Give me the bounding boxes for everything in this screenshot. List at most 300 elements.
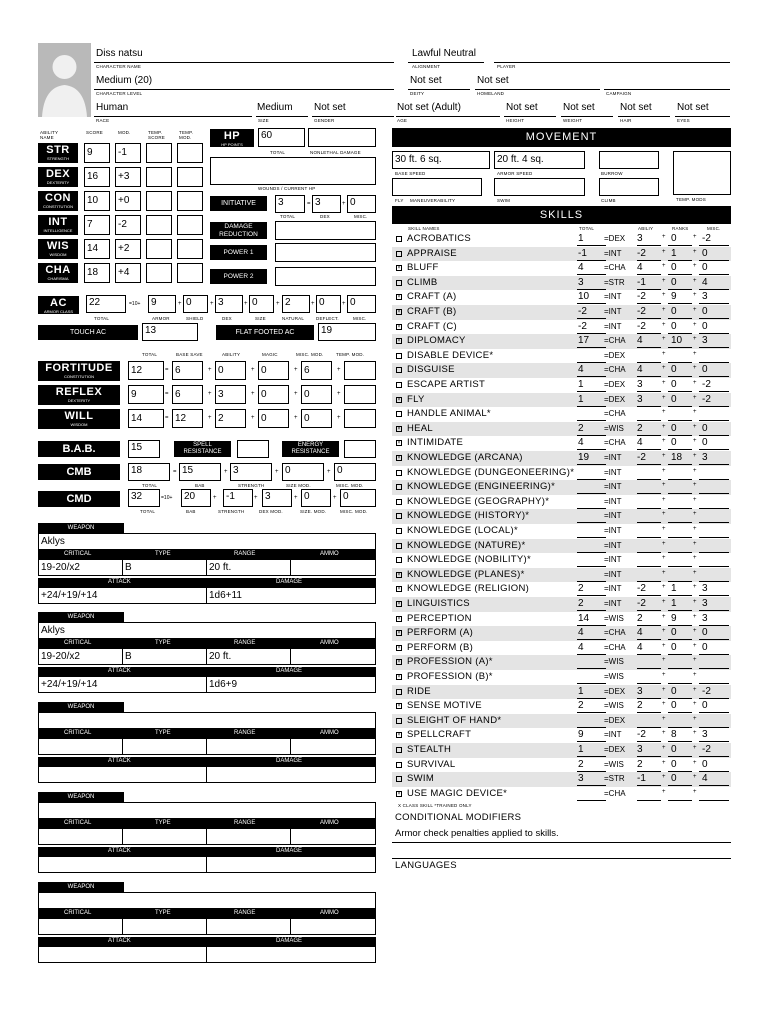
skill-ranks-field[interactable] <box>668 569 692 582</box>
save-ability-field[interactable]: 2 <box>215 409 246 428</box>
skill-ranks-field[interactable]: 0 <box>668 642 692 655</box>
save-total-field[interactable]: 9 <box>128 385 164 404</box>
ability-temp-score-field[interactable] <box>146 263 172 283</box>
skill-ranks-field[interactable] <box>668 467 692 480</box>
skill-total-field[interactable]: 19 <box>577 452 606 465</box>
class-skill-checkbox[interactable]: × <box>397 396 401 403</box>
skill-ranks-field[interactable] <box>668 671 692 684</box>
skill-misc-field[interactable]: 3 <box>699 613 729 626</box>
skill-misc-field[interactable]: -2 <box>699 744 729 757</box>
class-skill-checkbox[interactable]: × <box>397 732 401 739</box>
class-skill-checkbox[interactable] <box>396 762 402 768</box>
spell-resistance-field[interactable] <box>237 440 269 458</box>
power-2-field[interactable] <box>275 267 376 286</box>
skill-misc-field[interactable] <box>699 671 729 684</box>
skill-ability-mod-field[interactable]: 3 <box>637 394 661 407</box>
class-skill-checkbox[interactable] <box>396 718 402 724</box>
skill-total-field[interactable] <box>577 788 606 801</box>
skill-ranks-field[interactable]: 1 <box>668 583 692 596</box>
weapon-type-field[interactable] <box>122 918 207 935</box>
skill-ranks-field[interactable]: 8 <box>668 729 692 742</box>
class-skill-checkbox[interactable]: × <box>397 586 401 593</box>
save-misc-field[interactable]: 6 <box>301 361 332 380</box>
skill-ability-mod-field[interactable]: -2 <box>637 291 661 304</box>
skill-ranks-field[interactable]: 0 <box>668 759 692 772</box>
skill-ranks-field[interactable]: 0 <box>668 233 692 246</box>
class-skill-checkbox[interactable]: × <box>397 338 401 345</box>
skill-total-field[interactable]: 1 <box>577 744 606 757</box>
skill-total-field[interactable]: 4 <box>577 262 606 275</box>
skill-ability-mod-field[interactable]: 2 <box>637 700 661 713</box>
class-skill-checkbox[interactable]: × <box>397 425 401 432</box>
skill-total-field[interactable]: 4 <box>577 437 606 450</box>
ac-deflect-field[interactable]: 0 <box>316 295 341 313</box>
skill-ability-mod-field[interactable] <box>637 671 661 684</box>
skill-ranks-field[interactable]: 0 <box>668 262 692 275</box>
cmb-size-field[interactable]: 0 <box>282 463 324 481</box>
flat-footed-ac-field[interactable]: 19 <box>318 323 376 341</box>
skill-ranks-field[interactable]: 1 <box>668 248 692 261</box>
weapon-range-field[interactable] <box>206 738 291 755</box>
skill-total-field[interactable]: 1 <box>577 394 606 407</box>
save-misc-field[interactable]: 0 <box>301 409 332 428</box>
weapon-name-field[interactable]: Aklys <box>38 533 376 550</box>
ac-natural-field[interactable]: 2 <box>282 295 310 313</box>
skill-total-field[interactable]: 2 <box>577 598 606 611</box>
weapon-critical-field[interactable]: 19-20/x2 <box>38 559 123 576</box>
skill-ability-mod-field[interactable] <box>637 496 661 509</box>
skill-ranks-field[interactable]: 10 <box>668 335 692 348</box>
skill-ability-mod-field[interactable]: -2 <box>637 729 661 742</box>
skill-total-field[interactable]: -1 <box>577 248 606 261</box>
cmb-total-field[interactable]: 18 <box>128 463 170 481</box>
skill-total-field[interactable]: 1 <box>577 686 606 699</box>
cmb-bab-field[interactable]: 15 <box>179 463 221 481</box>
base-speed-field[interactable]: 30 ft. 6 sq. <box>392 151 490 169</box>
skill-misc-field[interactable]: 4 <box>699 277 729 290</box>
skill-total-field[interactable]: 1 <box>577 379 606 392</box>
class-skill-checkbox[interactable]: × <box>397 644 401 651</box>
skill-misc-field[interactable] <box>699 350 729 363</box>
skill-ranks-field[interactable]: 1 <box>668 598 692 611</box>
cmb-strength-field[interactable]: 3 <box>230 463 272 481</box>
skill-ability-mod-field[interactable]: -2 <box>637 306 661 319</box>
skill-total-field[interactable]: 4 <box>577 364 606 377</box>
initiative-dex-field[interactable]: 3 <box>312 195 341 213</box>
skill-ability-mod-field[interactable]: -2 <box>637 248 661 261</box>
weapon-range-field[interactable] <box>206 918 291 935</box>
skill-total-field[interactable]: 14 <box>577 613 606 626</box>
class-skill-checkbox[interactable] <box>396 528 402 534</box>
initiative-total-field[interactable]: 3 <box>275 195 305 213</box>
cmd-size-field[interactable]: 0 <box>301 489 331 507</box>
skill-ability-mod-field[interactable] <box>637 540 661 553</box>
ability-temp-mod-field[interactable] <box>177 191 203 211</box>
power-1-field[interactable] <box>275 243 376 262</box>
class-skill-checkbox[interactable]: × <box>397 323 401 330</box>
hp-nonlethal-field[interactable] <box>308 128 376 147</box>
weapon-name-field[interactable] <box>38 712 376 729</box>
skill-misc-field[interactable] <box>699 554 729 567</box>
ability-score-field[interactable]: 7 <box>84 215 110 235</box>
skill-ranks-field[interactable]: 0 <box>668 437 692 450</box>
class-skill-checkbox[interactable] <box>396 470 402 476</box>
skill-ability-mod-field[interactable]: 4 <box>637 437 661 450</box>
skill-ranks-field[interactable]: 0 <box>668 627 692 640</box>
skill-ranks-field[interactable]: 0 <box>668 321 692 334</box>
skill-total-field[interactable] <box>577 510 606 523</box>
skill-total-field[interactable] <box>577 408 606 421</box>
skill-ranks-field[interactable]: 0 <box>668 394 692 407</box>
fly-field[interactable] <box>392 178 482 196</box>
armor-speed-field[interactable]: 20 ft. 4 sq. <box>494 151 585 169</box>
ability-temp-mod-field[interactable] <box>177 167 203 187</box>
ability-score-field[interactable]: 10 <box>84 191 110 211</box>
class-skill-checkbox[interactable] <box>396 382 402 388</box>
save-ability-field[interactable]: 3 <box>215 385 246 404</box>
ac-size-field[interactable]: 0 <box>249 295 274 313</box>
save-temp-field[interactable] <box>344 409 376 428</box>
skill-misc-field[interactable]: 0 <box>699 321 729 334</box>
skill-ability-mod-field[interactable]: -2 <box>637 452 661 465</box>
skill-ability-mod-field[interactable]: 3 <box>637 233 661 246</box>
skill-total-field[interactable] <box>577 569 606 582</box>
skill-ranks-field[interactable]: 0 <box>668 423 692 436</box>
class-skill-checkbox[interactable]: × <box>397 674 401 680</box>
skill-misc-field[interactable] <box>699 540 729 553</box>
bab-field[interactable]: 15 <box>128 440 160 458</box>
skill-ranks-field[interactable]: 0 <box>668 744 692 757</box>
class-skill-checkbox[interactable]: × <box>397 455 401 461</box>
weapon-ammo-field[interactable] <box>290 828 376 845</box>
ability-score-field[interactable]: 9 <box>84 143 110 163</box>
class-skill-checkbox[interactable]: × <box>397 615 401 622</box>
skill-ability-mod-field[interactable] <box>637 467 661 480</box>
weapon-ammo-field[interactable] <box>290 918 376 935</box>
skill-total-field[interactable] <box>577 540 606 553</box>
skill-ability-mod-field[interactable] <box>637 350 661 363</box>
weapon-name-field[interactable] <box>38 802 376 819</box>
damage-reduction-field[interactable] <box>275 221 376 240</box>
skill-total-field[interactable] <box>577 481 606 494</box>
skill-total-field[interactable] <box>577 656 606 669</box>
skill-ability-mod-field[interactable] <box>637 408 661 421</box>
skill-ranks-field[interactable]: 9 <box>668 291 692 304</box>
class-skill-checkbox[interactable] <box>396 689 402 695</box>
temp-mods-field[interactable] <box>673 151 731 195</box>
weapon-type-field[interactable]: B <box>122 648 207 665</box>
skill-ability-mod-field[interactable] <box>637 715 661 728</box>
weapon-critical-field[interactable] <box>38 828 123 845</box>
ac-shield-field[interactable]: 0 <box>183 295 208 313</box>
save-base-field[interactable]: 6 <box>172 385 203 404</box>
class-skill-checkbox[interactable] <box>396 353 402 359</box>
skill-ranks-field[interactable]: 0 <box>668 364 692 377</box>
skill-total-field[interactable]: 9 <box>577 729 606 742</box>
skill-misc-field[interactable]: 3 <box>699 291 729 304</box>
touch-ac-field[interactable]: 13 <box>142 323 198 341</box>
class-skill-checkbox[interactable]: × <box>397 659 401 666</box>
skill-ranks-field[interactable] <box>668 496 692 509</box>
skill-total-field[interactable]: 2 <box>577 583 606 596</box>
class-skill-checkbox[interactable]: × <box>397 294 401 301</box>
skill-misc-field[interactable] <box>699 525 729 538</box>
class-skill-checkbox[interactable]: × <box>397 601 401 607</box>
save-temp-field[interactable] <box>344 361 376 380</box>
weapon-ammo-field[interactable] <box>290 738 376 755</box>
class-skill-checkbox[interactable]: × <box>397 571 401 578</box>
skill-ability-mod-field[interactable]: -1 <box>637 277 661 290</box>
weapon-damage-field[interactable] <box>206 766 376 783</box>
skill-ability-mod-field[interactable] <box>637 569 661 582</box>
weapon-type-field[interactable] <box>122 828 207 845</box>
weapon-name-field[interactable] <box>38 892 376 909</box>
skill-ability-mod-field[interactable] <box>637 788 661 801</box>
ability-temp-score-field[interactable] <box>146 239 172 259</box>
class-skill-checkbox[interactable]: × <box>397 309 401 315</box>
ability-temp-mod-field[interactable] <box>177 239 203 259</box>
skill-ability-mod-field[interactable]: 3 <box>637 686 661 699</box>
climb-field[interactable] <box>599 178 659 196</box>
cmd-strength-field[interactable]: -1 <box>223 489 253 507</box>
class-skill-checkbox[interactable] <box>396 747 402 753</box>
ability-mod-field[interactable]: +2 <box>115 239 141 259</box>
weapon-damage-field[interactable]: 1d6+9 <box>206 676 376 693</box>
ability-temp-score-field[interactable] <box>146 143 172 163</box>
skill-ranks-field[interactable] <box>668 525 692 538</box>
skill-ability-mod-field[interactable]: -2 <box>637 598 661 611</box>
class-skill-checkbox[interactable] <box>396 484 402 490</box>
skill-ranks-field[interactable] <box>668 481 692 494</box>
skill-ability-mod-field[interactable]: 4 <box>637 262 661 275</box>
ability-temp-score-field[interactable] <box>146 167 172 187</box>
skill-ranks-field[interactable] <box>668 510 692 523</box>
skill-total-field[interactable]: 2 <box>577 759 606 772</box>
skill-misc-field[interactable]: 0 <box>699 700 729 713</box>
skill-ability-mod-field[interactable]: -1 <box>637 773 661 786</box>
cmd-misc-field[interactable]: 0 <box>340 489 376 507</box>
class-skill-checkbox[interactable]: × <box>397 790 401 797</box>
ability-temp-mod-field[interactable] <box>177 215 203 235</box>
skill-ranks-field[interactable] <box>668 656 692 669</box>
skill-ability-mod-field[interactable]: 4 <box>637 335 661 348</box>
ac-armor-field[interactable]: 9 <box>148 295 176 313</box>
skill-ranks-field[interactable]: 0 <box>668 277 692 290</box>
weapon-attack-field[interactable] <box>38 766 207 783</box>
skill-ability-mod-field[interactable]: 3 <box>637 379 661 392</box>
skill-ability-mod-field[interactable]: 2 <box>637 613 661 626</box>
skill-total-field[interactable] <box>577 496 606 509</box>
skill-ability-mod-field[interactable] <box>637 554 661 567</box>
weapon-ammo-field[interactable] <box>290 648 376 665</box>
skill-ranks-field[interactable] <box>668 788 692 801</box>
weapon-name-field[interactable]: Aklys <box>38 622 376 639</box>
class-skill-checkbox[interactable] <box>396 236 402 242</box>
skill-total-field[interactable] <box>577 525 606 538</box>
skill-ranks-field[interactable] <box>668 408 692 421</box>
skill-misc-field[interactable] <box>699 715 729 728</box>
class-skill-checkbox[interactable]: × <box>397 440 401 447</box>
skill-misc-field[interactable]: 3 <box>699 335 729 348</box>
ability-score-field[interactable]: 14 <box>84 239 110 259</box>
skill-misc-field[interactable]: 4 <box>699 773 729 786</box>
skill-misc-field[interactable]: 0 <box>699 364 729 377</box>
class-skill-checkbox[interactable] <box>396 557 402 563</box>
swim-field[interactable] <box>494 178 585 196</box>
skill-misc-field[interactable]: 3 <box>699 598 729 611</box>
skill-misc-field[interactable]: 0 <box>699 423 729 436</box>
class-skill-checkbox[interactable] <box>396 513 402 519</box>
skill-misc-field[interactable]: -2 <box>699 394 729 407</box>
ability-temp-score-field[interactable] <box>146 191 172 211</box>
burrow-field[interactable] <box>599 151 659 169</box>
skill-misc-field[interactable] <box>699 467 729 480</box>
class-skill-checkbox[interactable] <box>396 411 402 417</box>
skill-ability-mod-field[interactable]: 4 <box>637 642 661 655</box>
class-skill-checkbox[interactable] <box>396 776 402 782</box>
skill-ability-mod-field[interactable]: 2 <box>637 423 661 436</box>
skill-total-field[interactable] <box>577 350 606 363</box>
skill-ranks-field[interactable] <box>668 554 692 567</box>
class-skill-checkbox[interactable]: × <box>397 703 401 710</box>
skill-ability-mod-field[interactable]: 3 <box>637 744 661 757</box>
cmb-misc-field[interactable]: 0 <box>334 463 376 481</box>
weapon-attack-field[interactable] <box>38 946 207 963</box>
class-skill-checkbox[interactable] <box>396 280 402 286</box>
skill-ability-mod-field[interactable] <box>637 481 661 494</box>
ability-mod-field[interactable]: -2 <box>115 215 141 235</box>
skill-total-field[interactable]: 3 <box>577 773 606 786</box>
initiative-misc-field[interactable]: 0 <box>347 195 376 213</box>
skill-misc-field[interactable]: -2 <box>699 379 729 392</box>
save-base-field[interactable]: 12 <box>172 409 203 428</box>
skill-total-field[interactable]: -2 <box>577 321 606 334</box>
class-skill-checkbox[interactable] <box>396 367 402 373</box>
skill-total-field[interactable]: 4 <box>577 642 606 655</box>
skill-misc-field[interactable] <box>699 481 729 494</box>
ability-score-field[interactable]: 16 <box>84 167 110 187</box>
skill-ranks-field[interactable] <box>668 715 692 728</box>
skill-misc-field[interactable] <box>699 788 729 801</box>
save-magic-field[interactable]: 0 <box>258 361 289 380</box>
wounds-current-hp-field[interactable] <box>210 157 376 185</box>
class-skill-checkbox[interactable] <box>396 543 402 549</box>
skill-total-field[interactable]: 10 <box>577 291 606 304</box>
skill-ranks-field[interactable] <box>668 350 692 363</box>
skill-total-field[interactable] <box>577 715 606 728</box>
hp-total-field[interactable]: 60 <box>258 128 305 147</box>
save-magic-field[interactable]: 0 <box>258 385 289 404</box>
weapon-critical-field[interactable] <box>38 738 123 755</box>
weapon-range-field[interactable]: 20 ft. <box>206 648 291 665</box>
skill-misc-field[interactable] <box>699 656 729 669</box>
save-total-field[interactable]: 14 <box>128 409 164 428</box>
ability-temp-mod-field[interactable] <box>177 263 203 283</box>
ability-mod-field[interactable]: +3 <box>115 167 141 187</box>
weapon-ammo-field[interactable] <box>290 559 376 576</box>
save-base-field[interactable]: 6 <box>172 361 203 380</box>
weapon-range-field[interactable] <box>206 828 291 845</box>
save-temp-field[interactable] <box>344 385 376 404</box>
save-magic-field[interactable]: 0 <box>258 409 289 428</box>
skill-ranks-field[interactable]: 0 <box>668 773 692 786</box>
skill-total-field[interactable]: 2 <box>577 423 606 436</box>
skill-misc-field[interactable]: 0 <box>699 627 729 640</box>
class-skill-checkbox[interactable]: × <box>397 630 401 637</box>
skill-total-field[interactable] <box>577 671 606 684</box>
skill-misc-field[interactable]: 0 <box>699 262 729 275</box>
ability-mod-field[interactable]: +4 <box>115 263 141 283</box>
weapon-attack-field[interactable]: +24/+19/+14 <box>38 676 207 693</box>
ability-mod-field[interactable]: -1 <box>115 143 141 163</box>
weapon-critical-field[interactable] <box>38 918 123 935</box>
skill-misc-field[interactable]: -2 <box>699 686 729 699</box>
ability-temp-mod-field[interactable] <box>177 143 203 163</box>
skill-total-field[interactable]: 4 <box>577 627 606 640</box>
skill-misc-field[interactable]: 0 <box>699 642 729 655</box>
skill-total-field[interactable]: 2 <box>577 700 606 713</box>
skill-ranks-field[interactable]: 9 <box>668 613 692 626</box>
weapon-critical-field[interactable]: 19-20/x2 <box>38 648 123 665</box>
skill-ability-mod-field[interactable]: 4 <box>637 364 661 377</box>
class-skill-checkbox[interactable]: × <box>397 265 401 272</box>
skill-ability-mod-field[interactable] <box>637 656 661 669</box>
skill-misc-field[interactable]: -2 <box>699 233 729 246</box>
cmd-dex-field[interactable]: 3 <box>262 489 292 507</box>
ac-dex-field[interactable]: 3 <box>215 295 243 313</box>
skill-ability-mod-field[interactable]: 2 <box>637 759 661 772</box>
skill-total-field[interactable]: 1 <box>577 233 606 246</box>
skill-ability-mod-field[interactable]: 4 <box>637 627 661 640</box>
skill-misc-field[interactable] <box>699 408 729 421</box>
skill-ranks-field[interactable]: 0 <box>668 686 692 699</box>
skill-misc-field[interactable]: 3 <box>699 583 729 596</box>
skill-misc-field[interactable]: 0 <box>699 248 729 261</box>
skill-ability-mod-field[interactable]: -2 <box>637 583 661 596</box>
weapon-damage-field[interactable]: 1d6+11 <box>206 587 376 604</box>
skill-ranks-field[interactable]: 18 <box>668 452 692 465</box>
cmd-total-field[interactable]: 32 <box>128 489 160 507</box>
skill-ranks-field[interactable]: 0 <box>668 306 692 319</box>
class-skill-checkbox[interactable] <box>396 499 402 505</box>
skill-misc-field[interactable]: 0 <box>699 437 729 450</box>
weapon-type-field[interactable]: B <box>122 559 207 576</box>
skill-misc-field[interactable] <box>699 569 729 582</box>
skill-ranks-field[interactable] <box>668 540 692 553</box>
skill-misc-field[interactable]: 0 <box>699 306 729 319</box>
skill-ability-mod-field[interactable] <box>637 510 661 523</box>
ac-misc-field[interactable]: 0 <box>347 295 376 313</box>
weapon-damage-field[interactable] <box>206 856 376 873</box>
weapon-type-field[interactable] <box>122 738 207 755</box>
weapon-attack-field[interactable]: +24/+19/+14 <box>38 587 207 604</box>
save-total-field[interactable]: 12 <box>128 361 164 380</box>
skill-misc-field[interactable] <box>699 496 729 509</box>
save-misc-field[interactable]: 0 <box>301 385 332 404</box>
weapon-damage-field[interactable] <box>206 946 376 963</box>
weapon-attack-field[interactable] <box>38 856 207 873</box>
class-skill-checkbox[interactable] <box>396 251 402 257</box>
skill-misc-field[interactable]: 0 <box>699 759 729 772</box>
ability-mod-field[interactable]: +0 <box>115 191 141 211</box>
skill-total-field[interactable]: -2 <box>577 306 606 319</box>
skill-total-field[interactable]: 3 <box>577 277 606 290</box>
weapon-range-field[interactable]: 20 ft. <box>206 559 291 576</box>
ability-temp-score-field[interactable] <box>146 215 172 235</box>
skill-total-field[interactable] <box>577 467 606 480</box>
skill-misc-field[interactable] <box>699 510 729 523</box>
energy-resistance-field[interactable] <box>344 440 376 458</box>
